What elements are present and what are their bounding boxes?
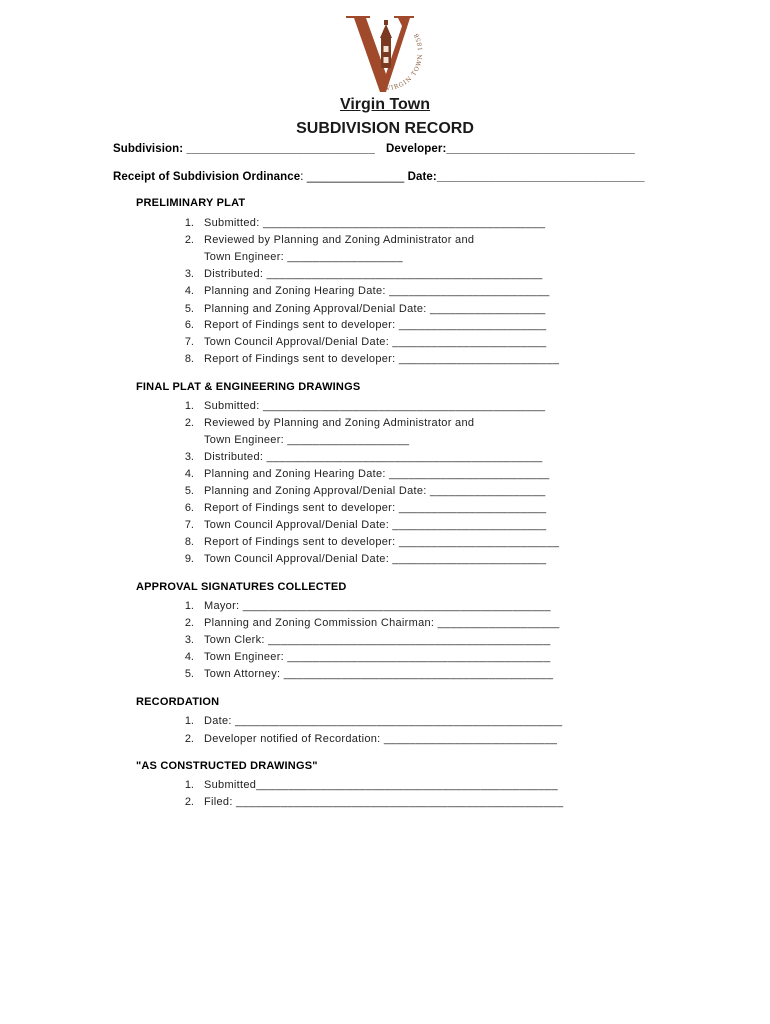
item-number: 2. bbox=[184, 796, 194, 808]
item-number: 3. bbox=[184, 451, 194, 463]
item-text: Distributed: ___________________________________________ bbox=[204, 451, 543, 463]
item-text: Town Clerk: ____________________________________________ bbox=[204, 634, 551, 646]
item-number: 6. bbox=[184, 502, 194, 514]
ordinance-field[interactable]: : _______________ bbox=[300, 171, 405, 183]
item-number: 2. bbox=[184, 617, 194, 629]
item-number: 4. bbox=[184, 468, 194, 480]
item-text: Town Council Approval/Denial Date: ________________________ bbox=[204, 336, 547, 348]
item-text: Town Engineer: ___________________ bbox=[204, 434, 410, 446]
item-number: 1. bbox=[184, 217, 194, 229]
item-text: Planning and Zoning Commission Chairman: ___________________ bbox=[204, 617, 560, 629]
section-title-approval-signatures: APPROVAL SIGNATURES COLLECTED bbox=[136, 581, 347, 593]
item-text: Report of Findings sent to developer: _______________________ bbox=[204, 319, 547, 331]
item-number: 2. bbox=[184, 234, 194, 246]
item-text: Report of Findings sent to developer: _________________________ bbox=[204, 536, 560, 548]
item-number: 7. bbox=[184, 519, 194, 531]
section-title-final-plat: FINAL PLAT & ENGINEERING DRAWINGS bbox=[136, 381, 361, 393]
item-number: 1. bbox=[184, 715, 194, 727]
virgin-town-logo bbox=[340, 12, 432, 96]
item-text: Filed: ___________________________________________________ bbox=[204, 796, 564, 808]
developer-field[interactable]: Developer:_____________________________ bbox=[386, 143, 635, 155]
item-number: 1. bbox=[184, 779, 194, 791]
item-text: Date: ___________________________________________________ bbox=[204, 715, 563, 727]
item-number: 5. bbox=[184, 303, 194, 315]
item-number: 6. bbox=[184, 319, 194, 331]
item-number: 5. bbox=[184, 485, 194, 497]
item-text: Town Engineer: __________________ bbox=[204, 251, 403, 263]
ordinance-label: Receipt of Subdivision Ordinance bbox=[113, 171, 301, 183]
item-text: Town Council Approval/Denial Date: ________________________ bbox=[204, 519, 547, 531]
item-text: Town Council Approval/Denial Date: ________________________ bbox=[204, 553, 547, 565]
item-text: Town Engineer: _________________________________________ bbox=[204, 651, 551, 663]
item-text: Planning and Zoning Hearing Date: _________________________ bbox=[204, 468, 550, 480]
item-text: Planning and Zoning Approval/Denial Date: __________________ bbox=[204, 485, 546, 497]
item-text: Reviewed by Planning and Zoning Administrator and bbox=[204, 234, 475, 246]
subdivision-field[interactable]: Subdivision: _____________________________ bbox=[113, 143, 375, 155]
item-number: 1. bbox=[184, 600, 194, 612]
item-text: Submitted: ____________________________________________ bbox=[204, 400, 546, 412]
section-title-as-constructed: "AS CONSTRUCTED DRAWINGS" bbox=[136, 760, 318, 772]
item-number: 2. bbox=[184, 733, 194, 745]
item-number: 8. bbox=[184, 353, 194, 365]
item-number: 1. bbox=[184, 400, 194, 412]
item-number: 2. bbox=[184, 417, 194, 429]
item-text: Submitted_______________________________________________ bbox=[204, 779, 558, 791]
item-number: 4. bbox=[184, 651, 194, 663]
town-name: Virgin Town bbox=[339, 96, 431, 113]
item-number: 8. bbox=[184, 536, 194, 548]
item-text: Developer notified of Recordation: ___________________________ bbox=[204, 733, 558, 745]
item-number: 5. bbox=[184, 668, 194, 680]
section-title-recordation: RECORDATION bbox=[136, 696, 220, 708]
item-number: 3. bbox=[184, 634, 194, 646]
item-number: 9. bbox=[184, 553, 194, 565]
section-title-preliminary-plat: PRELIMINARY PLAT bbox=[136, 197, 246, 209]
item-text: Distributed: ___________________________________________ bbox=[204, 268, 543, 280]
item-text: Planning and Zoning Hearing Date: _________________________ bbox=[204, 285, 550, 297]
item-number: 7. bbox=[184, 336, 194, 348]
item-text: Reviewed by Planning and Zoning Administrator and bbox=[204, 417, 475, 429]
item-text: Planning and Zoning Approval/Denial Date: __________________ bbox=[204, 303, 546, 315]
date-field[interactable]: Date:________________________________ bbox=[407, 171, 645, 183]
form-title: SUBDIVISION RECORD bbox=[296, 120, 474, 137]
item-text: Report of Findings sent to developer: _______________________ bbox=[204, 502, 547, 514]
logo-tower-icon bbox=[380, 20, 392, 68]
ordinance-row bbox=[113, 171, 645, 183]
logo-ring-text: VIRGIN TOWN 1858 bbox=[385, 31, 425, 93]
item-text: Mayor: ________________________________________________ bbox=[204, 600, 551, 612]
item-text: Report of Findings sent to developer: _________________________ bbox=[204, 353, 560, 365]
item-text: Town Attorney: __________________________________________ bbox=[204, 668, 554, 680]
item-number: 4. bbox=[184, 285, 194, 297]
item-number: 3. bbox=[184, 268, 194, 280]
item-text: Submitted: ____________________________________________ bbox=[204, 217, 546, 229]
